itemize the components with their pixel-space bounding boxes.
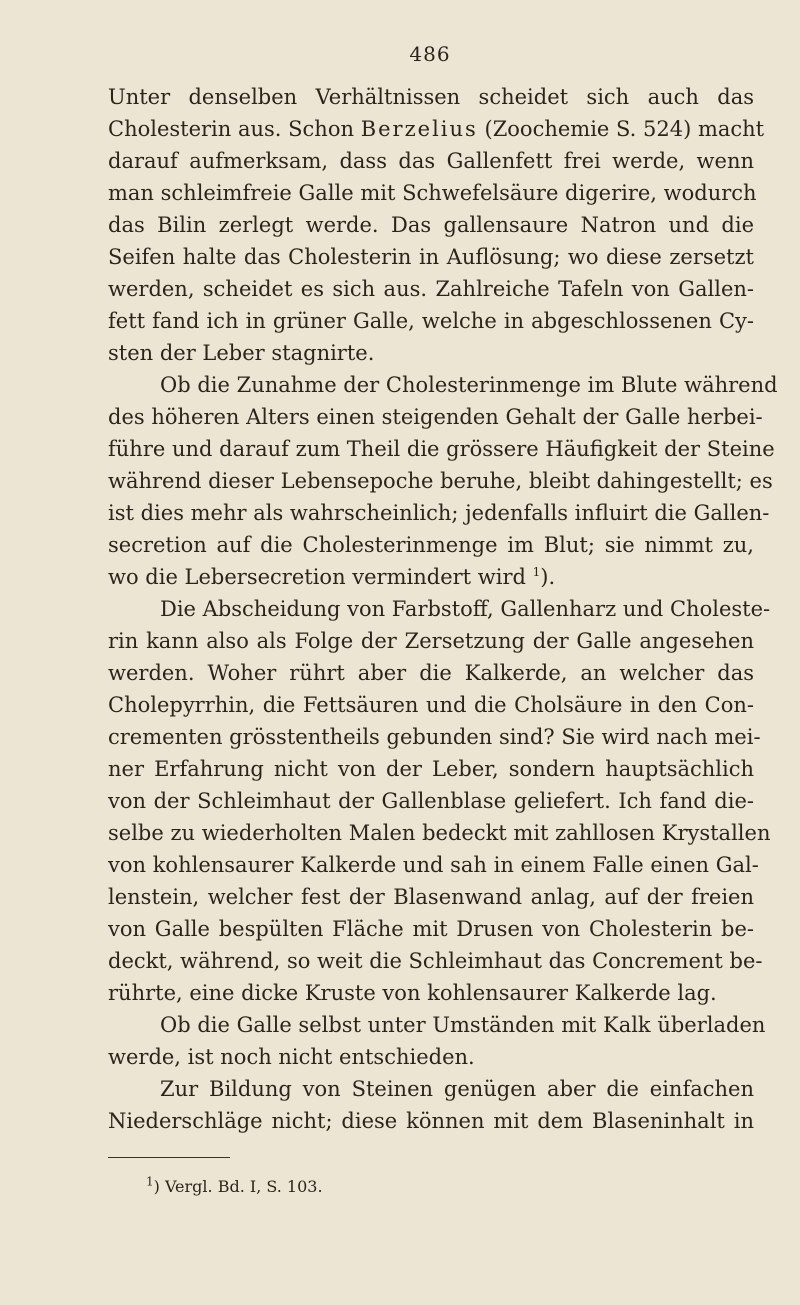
text-line: [108, 241, 754, 273]
line-text: Unter denselben Verhältnissen scheidet sich auch das: [108, 85, 754, 109]
text-line: [108, 401, 763, 433]
page-number: 486: [409, 42, 451, 66]
text-line: [108, 881, 754, 913]
line-text: lenstein, welcher fest der Blasenwand anlag, auf der freien: [108, 885, 754, 909]
text-line: [108, 721, 761, 753]
line-text: ner Erfahrung nicht von der Leber, sondern hauptsächlich: [108, 757, 754, 781]
text-line: [108, 1041, 754, 1073]
line-text: werde, ist noch nicht entschieden.: [108, 1045, 475, 1069]
footnote-text: ) Vergl. Bd. I, S. 103.: [153, 1177, 323, 1196]
line-text: des höheren Alters einen steigenden Gehalt der Galle herbei-: [108, 405, 763, 429]
text-line: [108, 753, 754, 785]
footnote-reference: 1: [532, 565, 541, 579]
line-text: werden. Woher rührt aber die Kalkerde, an welcher das: [108, 661, 754, 685]
text-line: [108, 81, 754, 113]
text-line: [108, 689, 754, 721]
line-text: wo die Lebersecretion vermindert wird: [108, 565, 526, 589]
line-text: rührte, eine dicke Kruste von kohlensaurer Kalkerde lag.: [108, 981, 717, 1005]
text-line: [108, 977, 754, 1009]
line-text: rin kann also als Folge der Zersetzung der Galle angesehen: [108, 629, 754, 653]
text-line: [108, 465, 773, 497]
line-text: von Galle bespülten Fläche mit Drusen von Cholesterin be-: [108, 917, 754, 941]
text-line: [108, 305, 754, 337]
line-text: führe und darauf zum Theil die grössere Häufigkeit der Steine: [108, 437, 775, 461]
line-text: Niederschläge nicht; diese können mit dem Blaseninhalt in: [108, 1109, 754, 1133]
line-text: selbe zu wiederholten Malen bedeckt mit zahllosen Krystallen: [108, 821, 771, 845]
text-line: [108, 337, 754, 369]
line-text: crementen grösstentheils gebunden sind? Sie wird nach mei-: [108, 725, 761, 749]
text-line: [108, 945, 763, 977]
line-text: Seifen halte das Cholesterin in Auflösung; wo diese zersetzt: [108, 245, 754, 269]
line-text: darauf aufmerksam, dass das Gallenfett frei werde, wenn: [108, 149, 754, 173]
line-text: Cholepyrrhin, die Fettsäuren und die Cholsäure in den Con-: [108, 693, 754, 717]
text-line: [108, 625, 754, 657]
line-text: ).: [540, 565, 556, 589]
text-line: [108, 1105, 754, 1137]
line-text: secretion auf die Cholesterinmenge im Blut; sie nimmt zu,: [108, 533, 754, 557]
text-line: [160, 1009, 766, 1041]
line-text: (Zoochemie S. 524) macht: [484, 117, 765, 141]
line-text: deckt, während, so weit die Schleimhaut das Concrement be-: [108, 949, 763, 973]
text-line: [108, 145, 754, 177]
text-line: [108, 817, 771, 849]
line-text: sten der Leber stagnirte.: [108, 341, 375, 365]
line-text: während dieser Lebensepoche beruhe, bleibt dahingestellt; es: [108, 469, 773, 493]
text-line: [108, 113, 765, 145]
text-line: [108, 433, 775, 465]
author-name: Berzelius: [360, 117, 478, 141]
line-text: fett fand ich in grüner Galle, welche in abgeschlossenen Cy-: [108, 309, 754, 333]
line-text: Ob die Galle selbst unter Umständen mit Kalk überladen: [160, 1013, 766, 1037]
text-line: [108, 785, 754, 817]
line-text: Die Abscheidung von Farbstoff, Gallenharz und Choleste-: [160, 597, 771, 621]
line-text: werden, scheidet es sich aus. Zahlreiche Tafeln von Gallen-: [108, 277, 754, 301]
line-text: Cholesterin aus. Schon: [108, 117, 354, 141]
text-line: [160, 593, 771, 625]
line-text: man schleimfreie Galle mit Schwefelsäure digerire, wodurch: [108, 181, 757, 205]
footnote: [146, 1176, 323, 1198]
text-line: [108, 657, 754, 689]
footnote-marker: 1: [146, 1174, 154, 1189]
text-line: [108, 209, 754, 241]
line-text: ist dies mehr als wahrscheinlich; jedenfalls influirt die Gallen-: [108, 501, 770, 525]
footnote-separator: [108, 1157, 230, 1158]
text-line: [108, 561, 754, 593]
text-line: [108, 529, 754, 561]
text-line: [108, 177, 757, 209]
text-line: [108, 497, 770, 529]
line-text: das Bilin zerlegt werde. Das gallensaure Natron und die: [108, 213, 754, 237]
line-text: von kohlensaurer Kalkerde und sah in einem Falle einen Gal-: [108, 853, 759, 877]
text-line: [108, 273, 754, 305]
line-text: Ob die Zunahme der Cholesterinmenge im Blute während: [160, 373, 778, 397]
line-text: von der Schleimhaut der Gallenblase geliefert. Ich fand die-: [108, 789, 754, 813]
text-line: [108, 913, 754, 945]
text-line: [160, 369, 778, 401]
line-text: Zur Bildung von Steinen genügen aber die einfachen: [160, 1077, 754, 1101]
text-line: [108, 849, 759, 881]
text-line: [160, 1073, 754, 1105]
